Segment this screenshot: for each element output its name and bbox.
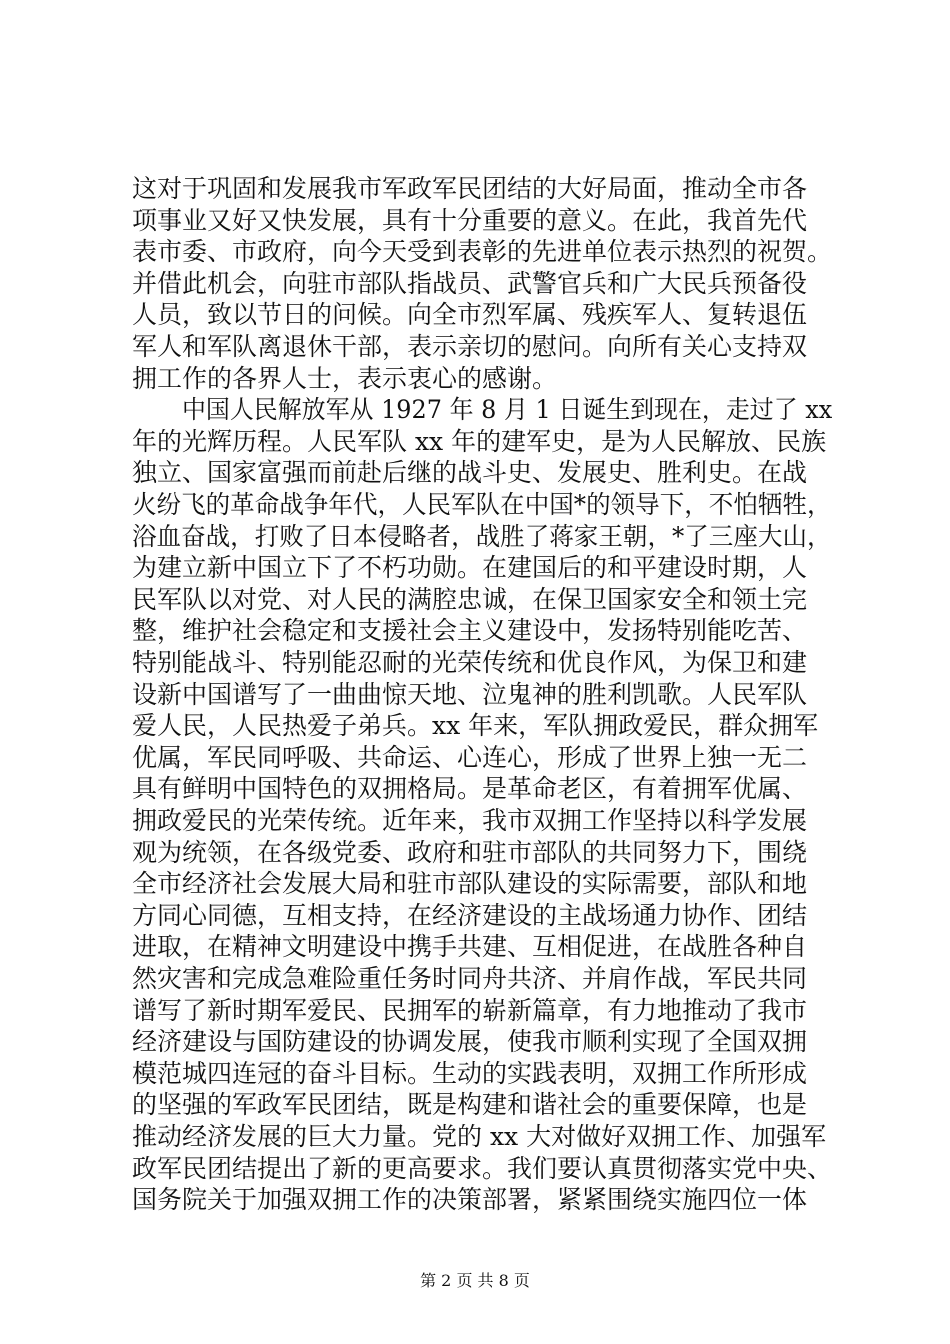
text-line: 的坚强的军政军民团结，既是构建和谐社会的重要保障，也是 — [132, 1090, 808, 1119]
text-line: 全市经济社会发展大局和驻市部队建设的实际需要，部队和地 — [132, 869, 808, 898]
text-line: 进取，在精神文明建设中携手共建、互相促进，在战胜各种自 — [132, 932, 808, 961]
text-line: 观为统领，在各级党委、政府和驻市部队的共同努力下，围绕 — [132, 838, 808, 867]
text-line: 人员，致以节日的问候。向全市烈军属、残疾军人、复转退伍 — [132, 300, 808, 329]
text-line: 为建立新中国立下了不朽功勋。在建国后的和平建设时期，人 — [132, 553, 808, 582]
text-line: 然灾害和完成急难险重任务时同舟共济、并肩作战，军民共同 — [132, 964, 808, 993]
text-line: 推动经济发展的巨大力量。党的 xx 大对做好双拥工作、加强军 — [132, 1122, 827, 1151]
text-line: 拥政爱民的光荣传统。近年来，我市双拥工作坚持以科学发展 — [132, 806, 808, 835]
text-line: 拥工作的各界人士，表示衷心的感谢。 — [132, 364, 558, 393]
text-line: 浴血奋战，打败了日本侵略者，战胜了蒋家王朝，*了三座大山， — [132, 522, 832, 551]
text-line: 设新中国谱写了一曲曲惊天地、泣鬼神的胜利凯歌。人民军队 — [132, 680, 808, 709]
text-line: 国务院关于加强双拥工作的决策部署，紧紧围绕实施四位一体 — [132, 1185, 808, 1214]
text-line: 方同心同德，互相支持，在经济建设的主战场通力协作、团结 — [132, 901, 808, 930]
text-line: 爱人民，人民热爱子弟兵。xx 年来，军队拥政爱民，群众拥军 — [132, 711, 819, 740]
text-line: 这对于巩固和发展我市军政军民团结的大好局面，推动全市各 — [132, 174, 808, 203]
text-line: 特别能战斗、特别能忍耐的光荣传统和优良作风，为保卫和建 — [132, 648, 808, 677]
text-line: 中国人民解放军从 1927 年 8 月 1 日诞生到现在，走过了 xx — [182, 395, 833, 424]
text-line: 政军民团结提出了新的更高要求。我们要认真贯彻落实党中央、 — [132, 1154, 833, 1183]
text-line: 模范城四连冠的奋斗目标。生动的实践表明，双拥工作所形成 — [132, 1059, 808, 1088]
text-line: 独立、国家富强而前赴后继的战斗史、发展史、胜利史。在战 — [132, 458, 808, 487]
text-line: 整，维护社会稳定和支援社会主义建设中，发扬特别能吃苦、 — [132, 616, 808, 645]
text-line: 民军队以对党、对人民的满腔忠诚，在保卫国家安全和领土完 — [132, 585, 808, 614]
text-line: 年的光辉历程。人民军队 xx 年的建军史，是为人民解放、民族 — [132, 427, 827, 456]
text-line: 谱写了新时期军爱民、民拥军的崭新篇章，有力地推动了我市 — [132, 996, 808, 1025]
text-line: 项事业又好又快发展，具有十分重要的意义。在此，我首先代 — [132, 206, 808, 235]
text-line: 军人和军队离退休干部，表示亲切的慰问。向所有关心支持双 — [132, 332, 808, 361]
text-line: 火纷飞的革命战争年代，人民军队在中国*的领导下，不怕牺牲， — [132, 490, 832, 519]
page-footer: 第 2 页 共 8 页 — [420, 1271, 530, 1290]
text-line: 表市委、市政府，向今天受到表彰的先进单位表示热烈的祝贺。 — [132, 237, 833, 266]
text-line: 经济建设与国防建设的协调发展，使我市顺利实现了全国双拥 — [132, 1027, 808, 1056]
text-line: 优属，军民同呼吸、共命运、心连心，形成了世界上独一无二 — [132, 743, 808, 772]
text-line: 具有鲜明中国特色的双拥格局。是革命老区，有着拥军优属、 — [132, 774, 808, 803]
text-line: 并借此机会，向驻市部队指战员、武警官兵和广大民兵预备役 — [132, 269, 808, 298]
